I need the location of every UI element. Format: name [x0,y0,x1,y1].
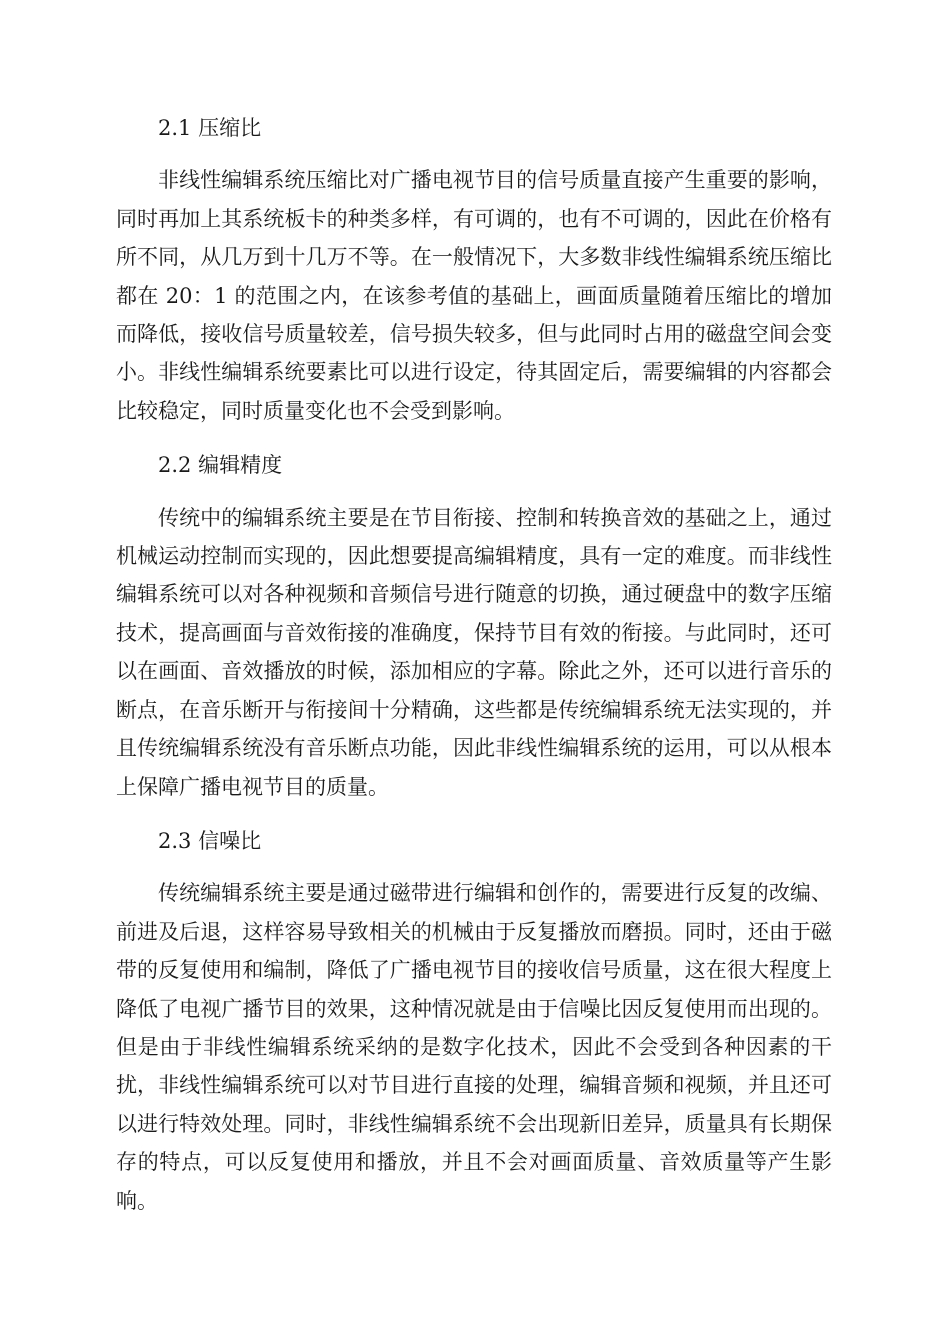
section-paragraph: 传统编辑系统主要是通过磁带进行编辑和创作的，需要进行反复的改编、前进及后退，这样容易导致相关的机械由于反复播放而磨损。同时，还由于磁带的反复使用和编制，降低了广播电视节目的接收信号质量，这在很大程度上降低了电视广播节目的效果，这种情况就是由于信噪比因反复使用而出现的。但是由于非线性编辑系统采纳的是数字化技术，因此不会受到各种因素的干扰，非线性编辑系统可以对节目进行直接的处理，编辑音频和视频，并且还可以进行特效处理。同时，非线性编辑系统不会出现新旧差异，质量具有长期保存的特点，可以反复使用和播放，并且不会对画面质量、音效质量等产生影响。 [116,881,832,1213]
section-editing-precision [116,446,832,806]
section-heading: 2.3 信噪比 [158,828,262,853]
section-signal-noise-ratio [116,822,832,1220]
section-heading: 2.2 编辑精度 [158,453,283,478]
section-paragraph: 非线性编辑系统压缩比对广播电视节目的信号质量直接产生重要的影响，同时再加上其系统板卡的种类多样，有可调的，也有不可调的，因此在价格有所不同，从几万到十几万不等。在一般情况下，大多数非线性编辑系统压缩比都在 20：1 的范围之内，在该参考值的基础上，画面质量随着压缩比的增加而降低，接收信号质量较差，信号损失较多，但与此同时占用的磁盘空间会变小。非线性编辑系统要素比可以进行设定，待其固定后，需要编辑的内容都会比较稳定，同时质量变化也不会受到影响。 [116,168,832,423]
document-body [116,109,832,1236]
section-paragraph: 传统中的编辑系统主要是在节目衔接、控制和转换音效的基础之上，通过机械运动控制而实现的，因此想要提高编辑精度，具有一定的难度。而非线性编辑系统可以对各种视频和音频信号进行随意的切换，通过硬盘中的数字压缩技术，提高画面与音效衔接的准确度，保持节目有效的衔接。与此同时，还可以在画面、音效播放的时候，添加相应的字幕。除此之外，还可以进行音乐的断点，在音乐断开与衔接间十分精确，这些都是传统编辑系统无法实现的，并且传统编辑系统没有音乐断点功能，因此非线性编辑系统的运用，可以从根本上保障广播电视节目的质量。 [116,505,832,799]
section-compression-ratio [116,109,832,430]
section-heading: 2.1 压缩比 [158,116,262,140]
